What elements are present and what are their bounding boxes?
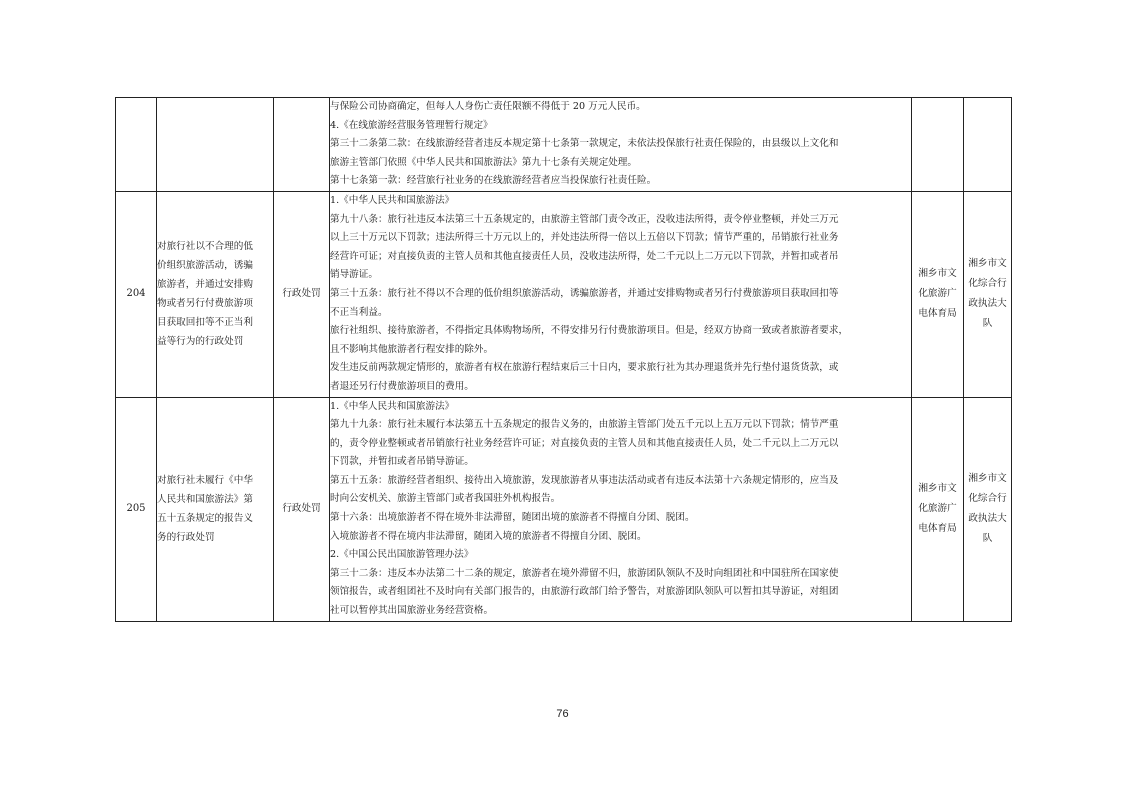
table-body [116,98,1012,622]
legal-basis [330,98,912,192]
legal-basis-line: 第五十五条：旅游经营者组织、接待出入境旅游，发现旅游者从事违法活动或者有违反本法第十六条规定情形的，应当及 [330,474,839,486]
legal-basis [330,397,912,621]
item-number: 205 [116,397,157,621]
legal-basis-line: 第三十二条第二款：在线旅游经营者违反本规定第十七条第一款规定，未依法投保旅行社责任保险的，由县级以上文化和 [330,138,839,150]
legal-basis-line: 下罚款，并暂扣或者吊销导游证。 [330,456,474,468]
legal-basis-line: 以上三十万元以下罚款；违法所得三十万元以上的，并处违法所得一倍以上五倍以下罚款；情节严重的，吊销旅行社业务 [330,232,839,244]
item-name-line: 人民共和国旅游法》第 [157,494,253,506]
legal-basis-line: 第十七条第一款：经营旅行社业务的在线旅游经营者应当投保旅行社责任险。 [330,175,657,187]
legal-basis-line: 时向公安机关、旅游主管部门或者我国驻外机构报告。 [330,493,561,505]
item-number [116,98,157,192]
agency-line: 化综合行 [968,493,1007,505]
responsible-department [912,191,964,397]
agency-line: 政执法大 [968,513,1007,525]
table-row [116,397,1012,621]
legal-basis-line: 2.《中国公民出国旅游管理办法》 [330,549,474,561]
item-name-line: 五十五条规定的报告义 [157,513,253,525]
legal-basis-line: 的，责令停业整顿或者吊销旅行社业务经营许可证；对直接负责的主管人员和其他直接责任人员，处二千元以上二万元以 [330,437,839,449]
item-name-line: 旅游者，并通过安排购 [157,279,253,291]
page-number: 76 [556,708,569,720]
penalty-type: 行政处罚 [274,397,330,621]
legal-basis-line: 且不影响其他旅游者行程安排的除外。 [330,343,494,355]
table-row [116,98,1012,192]
legal-basis-line: 领馆报告，或者组团社不及时向有关部门报告的，由旅游行政部门给予警告，对旅游团队领队可以暂扣其导游证，对组团 [330,586,839,598]
legal-basis-line: 4.《在线旅游经营服务管理暂行规定》 [330,119,493,131]
item-name-line: 务的行政处罚 [157,532,215,544]
responsible-department [912,397,964,621]
legal-basis-line: 第十六条：出境旅游者不得在境外非法滞留，随团出境的旅游者不得擅自分团、脱团。 [330,512,695,524]
item-name-line: 对旅行社未履行《中华 [157,475,253,487]
legal-basis-line: 与保险公司协商确定，但每人人身伤亡责任限额不得低于 20 万元人民币。 [330,101,646,112]
agency-line: 队 [982,533,993,545]
table-row [116,191,1012,397]
legal-basis-line: 发生违反前两款规定情形的，旅游者有权在旅游行程结束后三十日内，要求旅行社为其办理退货并先行垫付退货货款，或 [330,362,839,374]
agency-line: 政执法大 [968,298,1007,310]
item-name-line: 物或者另行付费旅游项 [157,298,253,310]
department-line: 电体育局 [918,308,957,320]
enforcement-agency [964,397,1012,621]
item-number: 204 [116,191,157,397]
legal-basis-line: 第九十八条：旅行社违反本法第三十五条规定的，由旅游主管部门责令改正，没收违法所得，责令停业整顿，并处三万元 [330,213,839,225]
agency-line: 化综合行 [968,278,1007,290]
legal-basis-line: 1.《中华人民共和国旅游法》 [330,400,455,412]
item-name-line: 价组织旅游活动，诱骗 [157,260,253,272]
item-name [157,98,274,192]
agency-line: 队 [982,318,993,330]
department-line: 湘乡市文 [918,268,957,280]
legal-basis-line: 第三十五条：旅行社不得以不合理的低价组织旅游活动，诱骗旅游者，并通过安排购物或者另行付费旅游项目获取回扣等 [330,287,839,299]
responsible-department [912,98,964,192]
agency-line: 湘乡市文 [968,473,1007,485]
department-line: 化旅游广 [918,503,957,515]
agency-line: 湘乡市文 [968,258,1007,270]
legal-basis-line: 不正当利益。 [330,306,388,318]
item-name-line: 益等行为的行政处罚 [157,336,244,348]
legal-basis-line: 者退还另行付费旅游项目的费用。 [330,380,474,392]
department-line: 湘乡市文 [918,483,957,495]
department-line: 化旅游广 [918,288,957,300]
item-name [157,397,274,621]
legal-basis-line: 销导游证。 [330,269,378,281]
legal-basis-line: 经营许可证；对直接负责的主管人员和其他直接责任人员，没收违法所得，处二千元以上二万元以下罚款，并暂扣或者吊 [330,250,839,262]
department-line: 电体育局 [918,523,957,535]
legal-basis-line: 社可以暂停其出国旅游业务经营资格。 [330,605,494,617]
legal-basis-line: 第三十二条：违反本办法第二十二条的规定，旅游者在境外滞留不归，旅游团队领队不及时向组团社和中国驻所在国家使 [330,567,839,579]
legal-basis-line: 旅行社组织、接待旅游者，不得指定具体购物场所，不得安排另行付费旅游项目。但是，经双方协商一致或者旅游者要求， [330,325,849,337]
item-name-line: 对旅行社以不合理的低 [157,241,253,253]
penalty-type [274,98,330,192]
penalty-type: 行政处罚 [274,191,330,397]
legal-basis-line: 第九十九条：旅行社未履行本法第五十五条规定的报告义务的，由旅游主管部门处五千元以上五万元以下罚款；情节严重 [330,419,839,431]
legal-basis-line: 1.《中华人民共和国旅游法》 [330,194,455,206]
enforcement-agency [964,191,1012,397]
legal-basis [330,191,912,397]
legal-basis-line: 旅游主管部门依照《中华人民共和国旅游法》第九十七条有关规定处理。 [330,156,637,168]
legal-basis-line: 入境旅游者不得在境内非法滞留，随团入境的旅游者不得擅自分团、脱团。 [330,530,647,542]
item-name [157,191,274,397]
penalty-table [115,97,1012,622]
item-name-line: 目获取回扣等不正当利 [157,317,253,329]
enforcement-agency [964,98,1012,192]
